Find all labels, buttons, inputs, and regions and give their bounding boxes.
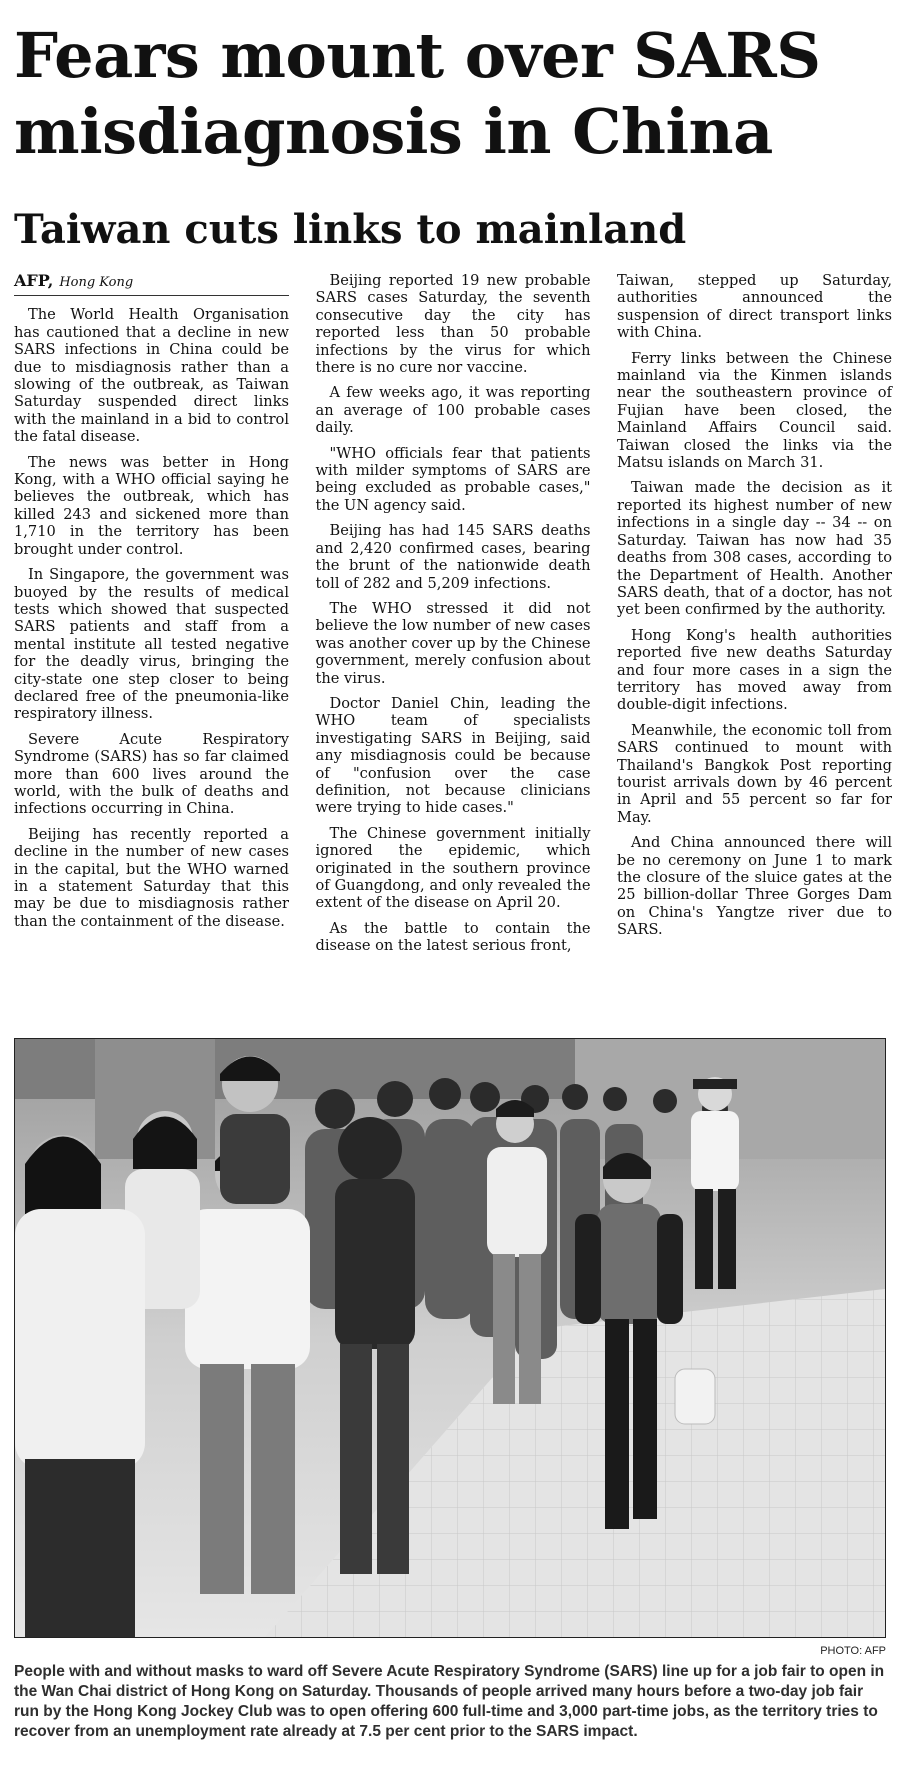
paragraph: Taiwan made the decision as it reported its highest number of new infections in a single day -- 34 -- on Saturday. Taiwan has now had 35 deaths from 308 cases, according to the Department of Health. Another SARS death, that of a doctor, has not yet been confirmed by the authority. xyxy=(617,479,892,619)
paragraph: The World Health Organisation has cautioned that a decline in new SARS infections in China could be due to misdiagnosis rather than a slowing of the outbreak, as Taiwan Saturday suspended direct links with the mainland in a bid to control the fatal disease. xyxy=(14,306,289,446)
article-body xyxy=(14,272,892,1017)
headline: Fears mount over SARS misdiagnosis in China xyxy=(14,19,821,168)
paragraph: The news was better in Hong Kong, with a WHO official saying he believes the outbreak, which has killed 243 and sickened more than 1,710 in the territory has been brought under control. xyxy=(14,453,289,558)
paragraph: Beijing has recently reported a decline in the number of new cases in the capital, but the WHO warned in a statement Saturday that this may be due to misdiagnosis rather than the containment of the disease. xyxy=(14,825,289,930)
paragraph: And China announced there will be no ceremony on June 1 to mark the closure of the sluice gates at the 25 billion-dollar Three Gorges Dam on China's Yangtze river due to SARS. xyxy=(617,834,892,939)
paragraph: Meanwhile, the economic toll from SARS continued to mount with Thailand's Bangkok Post reporting tourist arrivals down by 46 percent in April and 55 percent so far for May. xyxy=(617,721,892,826)
article-column-2 xyxy=(316,272,591,1017)
subheadline: Taiwan cuts links to mainland xyxy=(14,206,687,253)
paragraph: As the battle to contain the disease on the latest serious front, xyxy=(315,919,591,955)
article-column-3 xyxy=(617,272,892,1017)
byline-agency: AFP, xyxy=(14,271,54,290)
photo-credit: PHOTO: AFP xyxy=(820,1645,886,1657)
news-photo xyxy=(14,1038,886,1638)
paragraph: Ferry links between the Chinese mainland via the Kinmen islands near the southeastern province of Fujian have been closed, the Mainland Affairs Council said. Taiwan closed the links via the Matsu islands on March 31. xyxy=(617,349,892,472)
paragraph: In Singapore, the government was buoyed by the results of medical tests which showed that suspected SARS patients and staff from a mental institute all tested negative for the deadly virus, bringing the city-state one step closer to being declared free of the pneumonia-like respiratory illness. xyxy=(14,566,289,723)
photo-job-fair-queue xyxy=(15,1039,885,1637)
paragraph: A few weeks ago, it was reporting an average of 100 probable cases daily. xyxy=(315,384,591,437)
article-column-1 xyxy=(14,272,289,1017)
paragraph: Hong Kong's health authorities reported five new deaths Saturday and four more cases in a sign the territory has moved away from double-digit infections. xyxy=(617,626,892,714)
byline-dateline: Hong Kong xyxy=(59,275,134,290)
paragraph: "WHO officials fear that patients with milder symptoms of SARS are being excluded as probable cases," the UN agency said. xyxy=(315,444,591,514)
paragraph: Beijing reported 19 new probable SARS cases Saturday, the seventh consecutive day the city has reported less than 50 probable infections by the virus for which there is no cure nor vaccine. xyxy=(315,272,591,377)
byline xyxy=(14,272,289,296)
paragraph: Severe Acute Respiratory Syndrome (SARS) has so far claimed more than 600 lives around the world, with the bulk of deaths and infections occurring in China. xyxy=(14,730,289,818)
photo-caption: People with and without masks to ward off Severe Acute Respiratory Syndrome (SARS) line up for a job fair to open in the Wan Chai district of Hong Kong on Saturday. Thousands of people arrived many hours before a two-day job fair run by the Hong Kong Jockey Club was to open offering 600 full-time and 3,000 part-time jobs, as the territory tries to recover from an unemployment rate already at 7.5 per cent prior to the SARS impact. xyxy=(14,1663,885,1740)
paragraph: Beijing has had 145 SARS deaths and 2,420 confirmed cases, bearing the brunt of the nationwide death toll of 282 and 5,209 infections. xyxy=(315,522,591,592)
paragraph: The Chinese government initially ignored the epidemic, which originated in the southern province of Guangdong, and only revealed the extent of the disease on April 20. xyxy=(315,824,591,912)
paragraph: Doctor Daniel Chin, leading the WHO team of specialists investigating SARS in Beijing, said any misdiagnosis could be because of "confusion over the case definition, not because clinicians were trying to hide cases." xyxy=(315,694,591,817)
paragraph: The WHO stressed it did not believe the low number of new cases was another cover up by the Chinese government, merely confusion about the virus. xyxy=(315,599,591,687)
paragraph: Taiwan, stepped up Saturday, authorities announced the suspension of direct transport links with China. xyxy=(617,272,892,342)
